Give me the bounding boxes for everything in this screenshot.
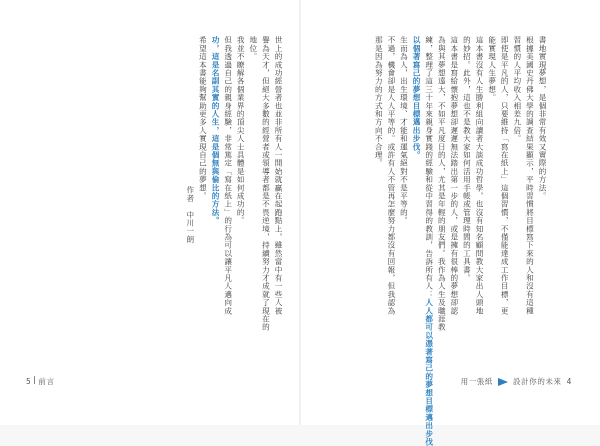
paragraph: 即使是平凡的人，只要維持「寫在紙上」這個習慣，不僅能達成工作目標，更 [500,36,510,315]
paragraph: 的妙招。此外，這也不是教大家如何活用手帳或管理時間的工具書。 [462,36,472,282]
paragraph [422,36,435,446]
paragraph: 但我透過自己的親身經驗，非常篤定「寫在紙上」的行為可以讓平凡人邁向成 [223,36,233,315]
paragraph: 那是因為努力的方式和方向不合理。 [374,36,384,168]
paragraph: 生而為人，出生環境、才能和運氣絕對不是平等的。 [399,36,409,225]
paragraph: 譽為天才，但絕大多數的經營者或領導者都是不畏逆境，持續努力才成就了現在的 [261,36,271,332]
signature-name: 中川一朗 [185,210,195,244]
paragraph: 這本書沒有人生勝利組向讀者大談成功哲學，也沒有知名顧問教大家出人頭地 [475,36,485,315]
page-number: 5 [26,377,32,386]
left-page-body [183,36,284,336]
paragraph: 習慣的人平均收入相差九倍。 [512,36,522,143]
left-page-footer [26,376,55,387]
paper-plane-icon [498,378,508,386]
paragraph: 這本書是寫給懷抱夢想卻遲遲無法踏出第一步的人，或是擁有很棒的夢想卻認 [449,36,459,315]
right-page [300,0,600,446]
paragraph: 根據美國史丹佛大學的調查結果顯示，平時習慣將目標寫下來的人和沒有這種 [525,36,535,315]
paragraph: 我並不瞭解各個業界的頂尖人士具體是如何成功的。 [236,36,246,225]
paragraph: 書地實現夢想，是個非常有效又實際的方法。 [538,36,547,200]
signature [183,36,196,336]
paragraph: 以個著寫己的夢想目標邁出步伐。 [412,36,422,159]
left-page [0,0,300,425]
right-page-footer [461,376,572,387]
footer-book-subtitle: 設計你的未來 [513,377,562,386]
paragraph: 不過，機會卻是人人平等的。或許有人不管再怎麼努力都沒有回報，但我認為 [386,36,396,315]
footer-divider [34,376,35,384]
paragraph: 希望這本書能夠幫助更多人實現自己的夢想。 [198,36,208,200]
paragraph: 地位。 [248,36,258,61]
signature-role: 作者 [185,186,195,203]
paragraph: 世上的成功經營者也並非所有人一開始就贏在起跑點上，雖然當中有一些人被 [274,36,283,315]
paragraph: 功，這是名副其實的人生，這是個無與倫比的方法。 [211,36,221,225]
footer-book-title: 用一張紙 [460,377,494,386]
highlight-text: 人人都可以憑著寫己的夢想目標邁出步伐 [424,298,434,446]
paragraph: 能實現人生夢想。 [487,36,497,102]
paragraph: 為與其夢想遠大，不如平凡度日的人，尤其是年輕的朋友們。我作為人生及職涯教 [437,36,447,332]
page-number: 4 [566,377,572,386]
footer-chapter-label: 前言 [38,377,55,386]
paragraph-text: 練，整理了這三十年來親身實踐的經驗和從中習得的教訓，告訴所有人： [424,36,434,299]
